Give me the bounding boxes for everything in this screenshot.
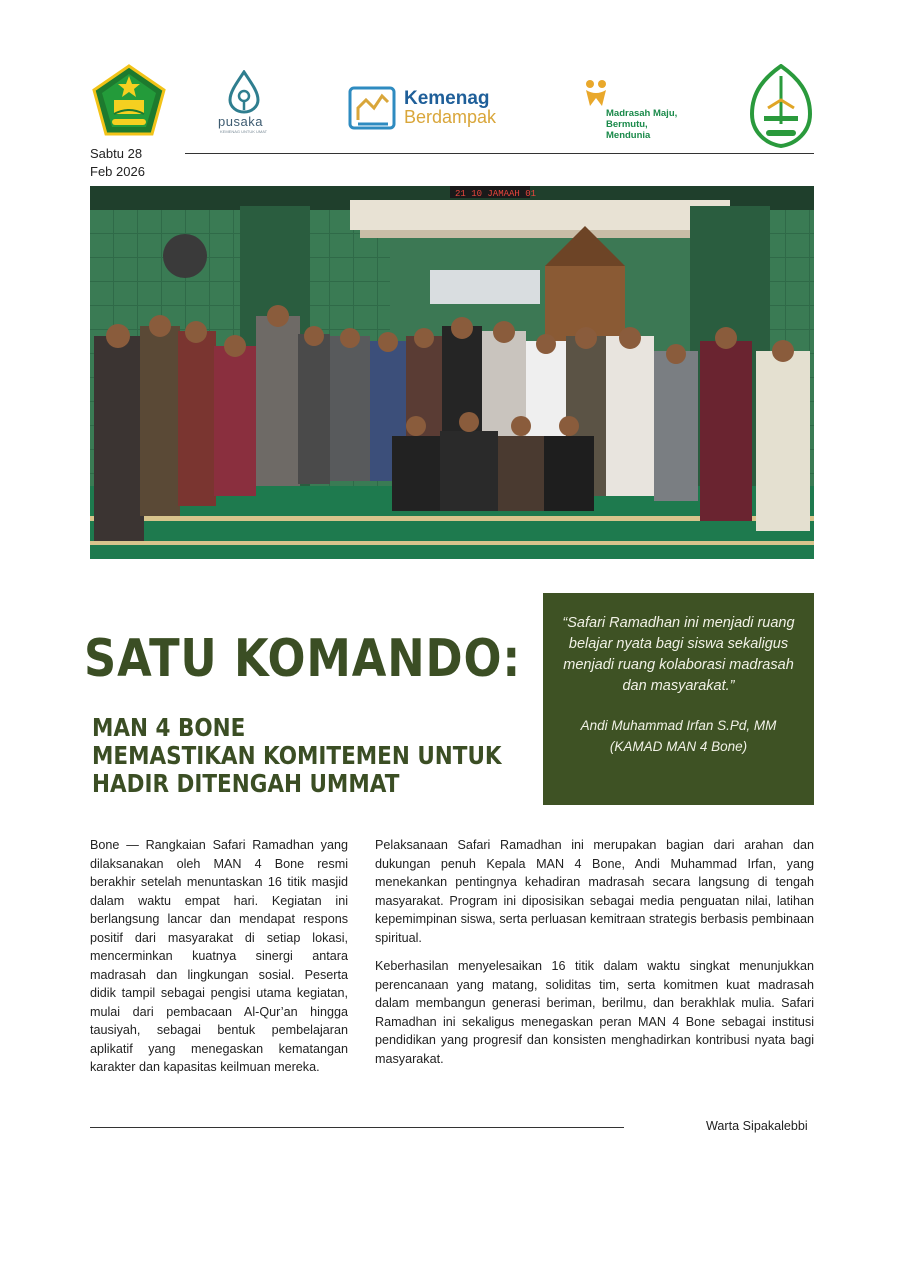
man4-shield-icon xyxy=(748,64,814,148)
pull-quote xyxy=(543,593,814,805)
quote-role: (KAMAD MAN 4 Bone) xyxy=(609,739,748,754)
photo-banner-text: 21 10 JAMAAH 01 xyxy=(455,189,537,199)
article-paragraph: Bone — Rangkaian Safari Ramadhan yang dilaksanakan oleh MAN 4 Bone resmi berakhir setelah menuntaskan 16 titik masjid dalam waktu empat hari. Kegiatan ini berlangsung lancar dan mendapat respons positif dari masyarakat di setiap lokasi, mencerminkan kuatnya sinergi antara madrasah dan lingkungan sosial. Peserta didik tampil sebagai pengisi utama kegiatan, mulai dari pembacaan Al-Qur’an hingga tausiyah, sebagai bentuk pembelajaran aplikatif yang menegaskan kematangan karakter dan kapasitas keilmuan mereka. xyxy=(90,838,348,1074)
article-column-right xyxy=(375,836,814,1078)
madrasah-tagline: Madrasah Maju, Bermutu, Mendunia xyxy=(606,108,678,141)
article-column-left xyxy=(90,836,348,1077)
berdampak-line2: Berdampak xyxy=(404,107,497,127)
kemenag-berdampak-logo xyxy=(348,84,518,134)
footer-divider xyxy=(90,1127,624,1128)
subtitle-line-1: MAN 4 BONE xyxy=(92,713,246,742)
quote-attribution xyxy=(557,715,800,757)
kemenag-logo xyxy=(92,64,166,138)
headline-subtitle xyxy=(92,714,502,798)
date-line-2: Feb 2026 xyxy=(90,164,145,179)
madrasah-figure-icon xyxy=(582,78,612,108)
header-divider xyxy=(185,153,814,154)
subtitle-line-3: HADIR DITENGAH UMMAT xyxy=(92,769,400,798)
group-photo xyxy=(90,186,814,559)
pusaka-drop-icon xyxy=(214,70,274,114)
footer-credit: Warta Sipakalebbi xyxy=(706,1119,808,1133)
kemenag-emblem-icon xyxy=(92,64,166,138)
pusaka-tagline: KEMENAG UNTUK UMAT xyxy=(220,129,268,134)
quote-author: Andi Muhammad Irfan S.Pd, MM xyxy=(580,718,777,733)
issue-date xyxy=(90,145,145,181)
subtitle-line-2: MEMASTIKAN KOMITEMEN UNTUK xyxy=(92,741,502,770)
man4-bone-logo xyxy=(748,64,814,148)
article-paragraph: Keberhasilan menyelesaikan 16 titik dalam waktu singkat menunjukkan perencanaan yang matang, soliditas tim, serta komitmen kuat madrasah dalam membangun generasi beriman, berilmu, dan berakhlak mulia. Safari Ramadhan ini sekaligus menegaskan peran MAN 4 Bone sebagai institusi pendidikan yang progresif dan konsisten menghadirkan kontribusi nyata bagi masyarakat. xyxy=(375,959,814,1066)
berdampak-mark-icon xyxy=(348,84,398,134)
group-photo-mosque-icon xyxy=(90,186,814,559)
date-line-1: Sabtu 28 xyxy=(90,146,143,161)
madrasah-maju-logo xyxy=(582,78,692,142)
quote-text: “Safari Ramadhan ini menjadi ruang belajar nyata bagi siswa sekaligus menjadi ruang kolaborasi madrasah dan masyarakat.” xyxy=(562,615,795,694)
pusaka-name: pusaka xyxy=(218,114,263,129)
article-paragraph: Pelaksanaan Safari Ramadhan ini merupakan bagian dari arahan dan dukungan penuh Kepala MAN 4 Bone, Andi Muhammad Irfan, yang menekankan pentingnya kehadiran madrasah secara langsung di tengah masyarakat. Program ini diposisikan sebagai media penguatan nilai, latihan kepemimpinan siswa, serta perluasan kemitraan strategis berbasis pembinaan spiritual. xyxy=(375,838,814,945)
pusaka-logo xyxy=(214,70,274,134)
berdampak-line1: Kemenag xyxy=(404,88,490,109)
headline-title: SATU KOMANDO: xyxy=(84,629,522,689)
